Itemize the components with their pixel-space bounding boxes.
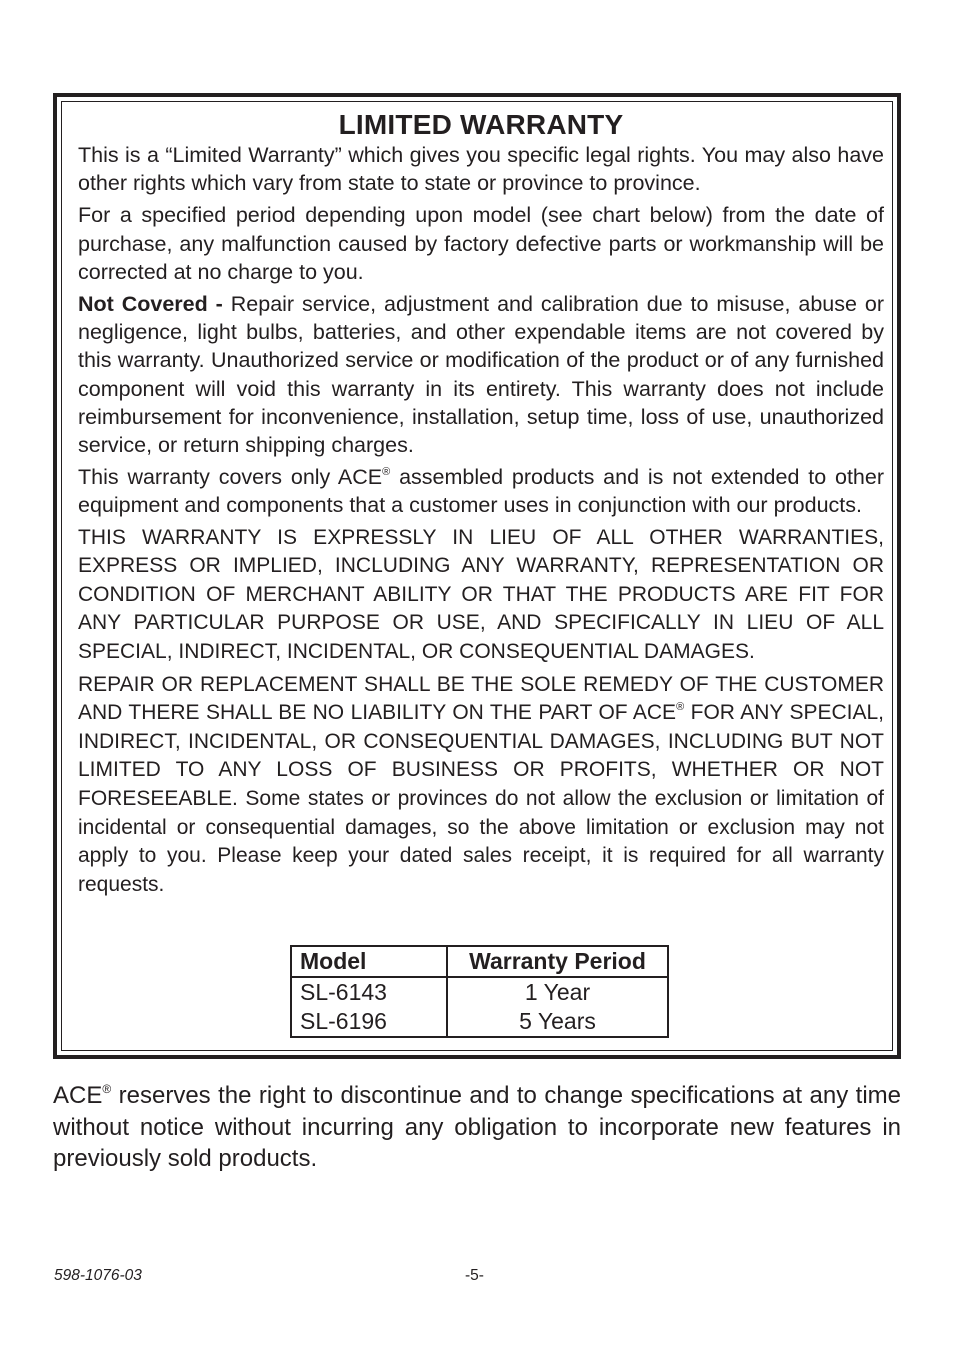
- table-cell-model: SL-6196: [291, 1007, 447, 1037]
- specifications-notice: [53, 1080, 901, 1175]
- table-cell-model: SL-6143: [291, 977, 447, 1007]
- warranty-intro-paragraph: This is a “Limited Warranty” which gives you specific legal rights. You may also have other rights which vary from state to state or province to province.: [78, 143, 884, 196]
- limited-warranty-box: [53, 93, 901, 1059]
- sole-remedy-text-pre: REPAIR OR REPLACEMENT SHALL BE THE SOLE REMEDY OF THE CUSTOMER AND THERE SHALL BE NO LIABILITY ON THE PART OF ACE: [78, 672, 884, 725]
- warranty-content: [78, 107, 884, 903]
- registered-mark: ®: [382, 466, 391, 479]
- sole-remedy-text-tail: Some states or provinces do not allow the exclusion or limitation of incidental or consequential damages, so the above limitation or exclusion may not apply to you. Please keep your dated sales receipt, it is required for all warranty requests.: [78, 786, 884, 896]
- table-cell-period: 5 Years: [447, 1007, 668, 1037]
- footer-note-text: reserves the right to discontinue and to change specifications at any time without notice without incurring any obligation to incorporate new features in previously sold products.: [53, 1082, 901, 1172]
- document-number: 598-1076-03: [54, 1267, 142, 1284]
- page-number: -5-: [465, 1267, 484, 1284]
- table-header-row: [291, 946, 668, 977]
- coverage-text-pre: This warranty covers only ACE: [78, 465, 383, 490]
- not-covered-text: Repair service, adjustment and calibration due to misuse, abuse or negligence, light bulbs, batteries, and other expendable items are not covered by this warranty. Unauthorized service or modification of the product or of any furnished component will void this warranty in its entirety. This warranty does not include reimbursement for inconvenience, installation, setup time, loss of use, unauthorized service, or return shipping charges.: [78, 292, 884, 458]
- warranty-period-paragraph: For a specified period depending upon model (see chart below) from the date of purchase, any malfunction caused by factory defective parts or workmanship will be corrected at no charge to you.: [78, 203, 884, 284]
- table-cell-period: 1 Year: [447, 977, 668, 1007]
- table-header-warranty-period: Warranty Period: [447, 946, 668, 977]
- not-covered-label: Not Covered -: [78, 292, 223, 317]
- warranty-period-table: [290, 945, 669, 1038]
- table-header-model: Model: [291, 946, 447, 977]
- table-row: [291, 1007, 668, 1037]
- registered-mark: ®: [102, 1082, 112, 1096]
- warranty-title: LIMITED WARRANTY: [338, 109, 624, 140]
- not-covered-paragraph: [78, 290, 884, 459]
- sole-remedy-paragraph: [78, 671, 884, 900]
- table-row: [291, 977, 668, 1007]
- footer-brand: ACE: [53, 1082, 103, 1109]
- sole-remedy-text-caps: FOR ANY SPECIAL, INDIRECT, INCIDENTAL, OR CONSEQUENTIAL DAMAGES, INCLUDING BUT NOT LIMITED TO ANY LOSS OF BUSINESS OR PROFITS, WHETHER OR NOT FORESEEABLE.: [78, 701, 885, 810]
- in-lieu-paragraph: THIS WARRANTY IS EXPRESSLY IN LIEU OF ALL OTHER WARRANTIES, EXPRESS OR IMPLIED, INCLUDING ANY WARRANTY, REPRESENTATION OR CONDITION OF MERCHANT ABILITY OR THAT THE PRODUCTS ARE FIT FOR ANY PARTICULAR PURPOSE OR USE, AND SPECIFICALLY IN LIEU OF ALL SPECIAL, INDIRECT, INCIDENTAL, OR CONSEQUENTIAL DAMAGES.: [78, 525, 884, 664]
- registered-mark: ®: [676, 701, 685, 714]
- coverage-text-post: assembled products and is not extended to other equipment and components that a customer uses in conjunction with our products.: [78, 465, 884, 518]
- coverage-paragraph: [78, 463, 884, 519]
